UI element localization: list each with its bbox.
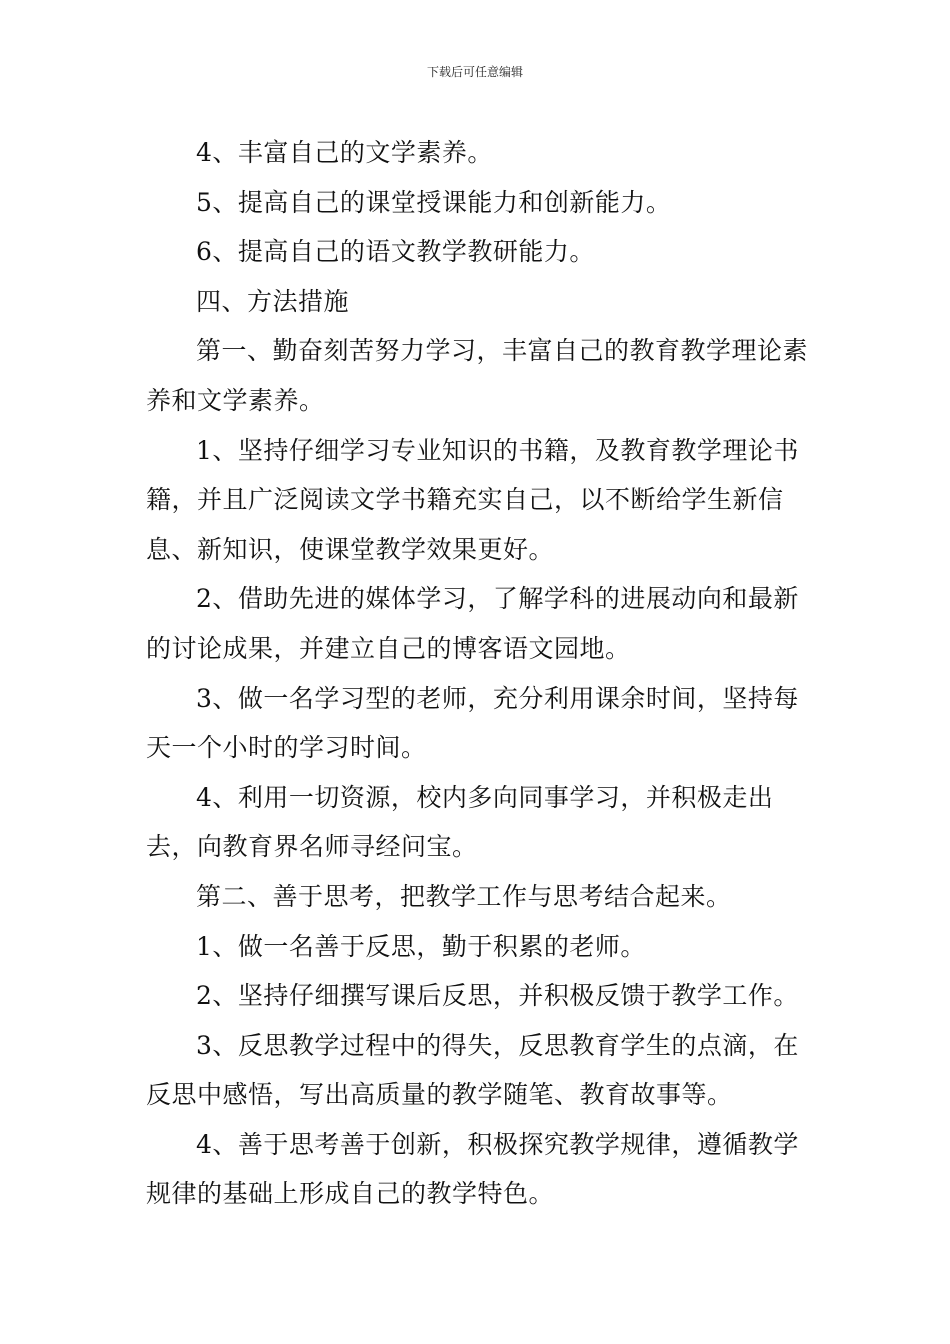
paragraph-measure-2: 第二、善于思考，把教学工作与思考结合起来。 (196, 881, 732, 911)
paragraph-goal-5: 5、提高自己的课堂授课能力和创新能力。 (196, 187, 672, 217)
paragraph-measure-1: 第一、勤奋刻苦努力学习，丰富自己的教育教学理论素养和文学素养。 (146, 336, 809, 415)
section-heading-methods: 四、方法措施 (196, 286, 350, 316)
paragraph-measure-1-item-3: 3、做一名学习型的老师，充分利用课余时间，坚持每天一个小时的学习时间。 (146, 683, 799, 763)
page-header: 下载后可任意编辑 (426, 65, 523, 79)
paragraph-measure-2-item-2: 2、坚持仔细撰写课后反思，并积极反馈于教学工作。 (196, 981, 799, 1011)
paragraph-goal-4: 4、丰富自己的文学素养。 (196, 138, 493, 167)
paragraph-measure-2-item-4: 4、善于思考善于创新，积极探究教学规律，遵循教学规律的基础上形成自己的教学特色。 (146, 1129, 799, 1209)
paragraph-goal-6: 6、提高自己的语文教学教研能力。 (196, 237, 595, 267)
paragraph-measure-1-item-1: 1、坚持仔细学习专业知识的书籍，及教育教学理论书籍，并且广泛阅读文学书籍充实自己，以不断给学生新信息、新知识，使课堂教学效果更好。 (146, 435, 799, 564)
paragraph-measure-1-item-4: 4、利用一切资源，校内多向同事学习，并积极走出去，向教育界名师寻经问宝。 (146, 782, 774, 862)
paragraph-measure-2-item-1: 1、做一名善于反思，勤于积累的老师。 (196, 931, 646, 961)
document-body (146, 128, 810, 1219)
paragraph-measure-1-item-2: 2、借助先进的媒体学习，了解学科的进展动向和最新的讨论成果，并建立自己的博客语文园地。 (146, 584, 799, 663)
paragraph-measure-2-item-3: 3、反思教学过程中的得失，反思教育学生的点滴，在反思中感悟，写出高质量的教学随笔、教育故事等。 (146, 1030, 799, 1110)
